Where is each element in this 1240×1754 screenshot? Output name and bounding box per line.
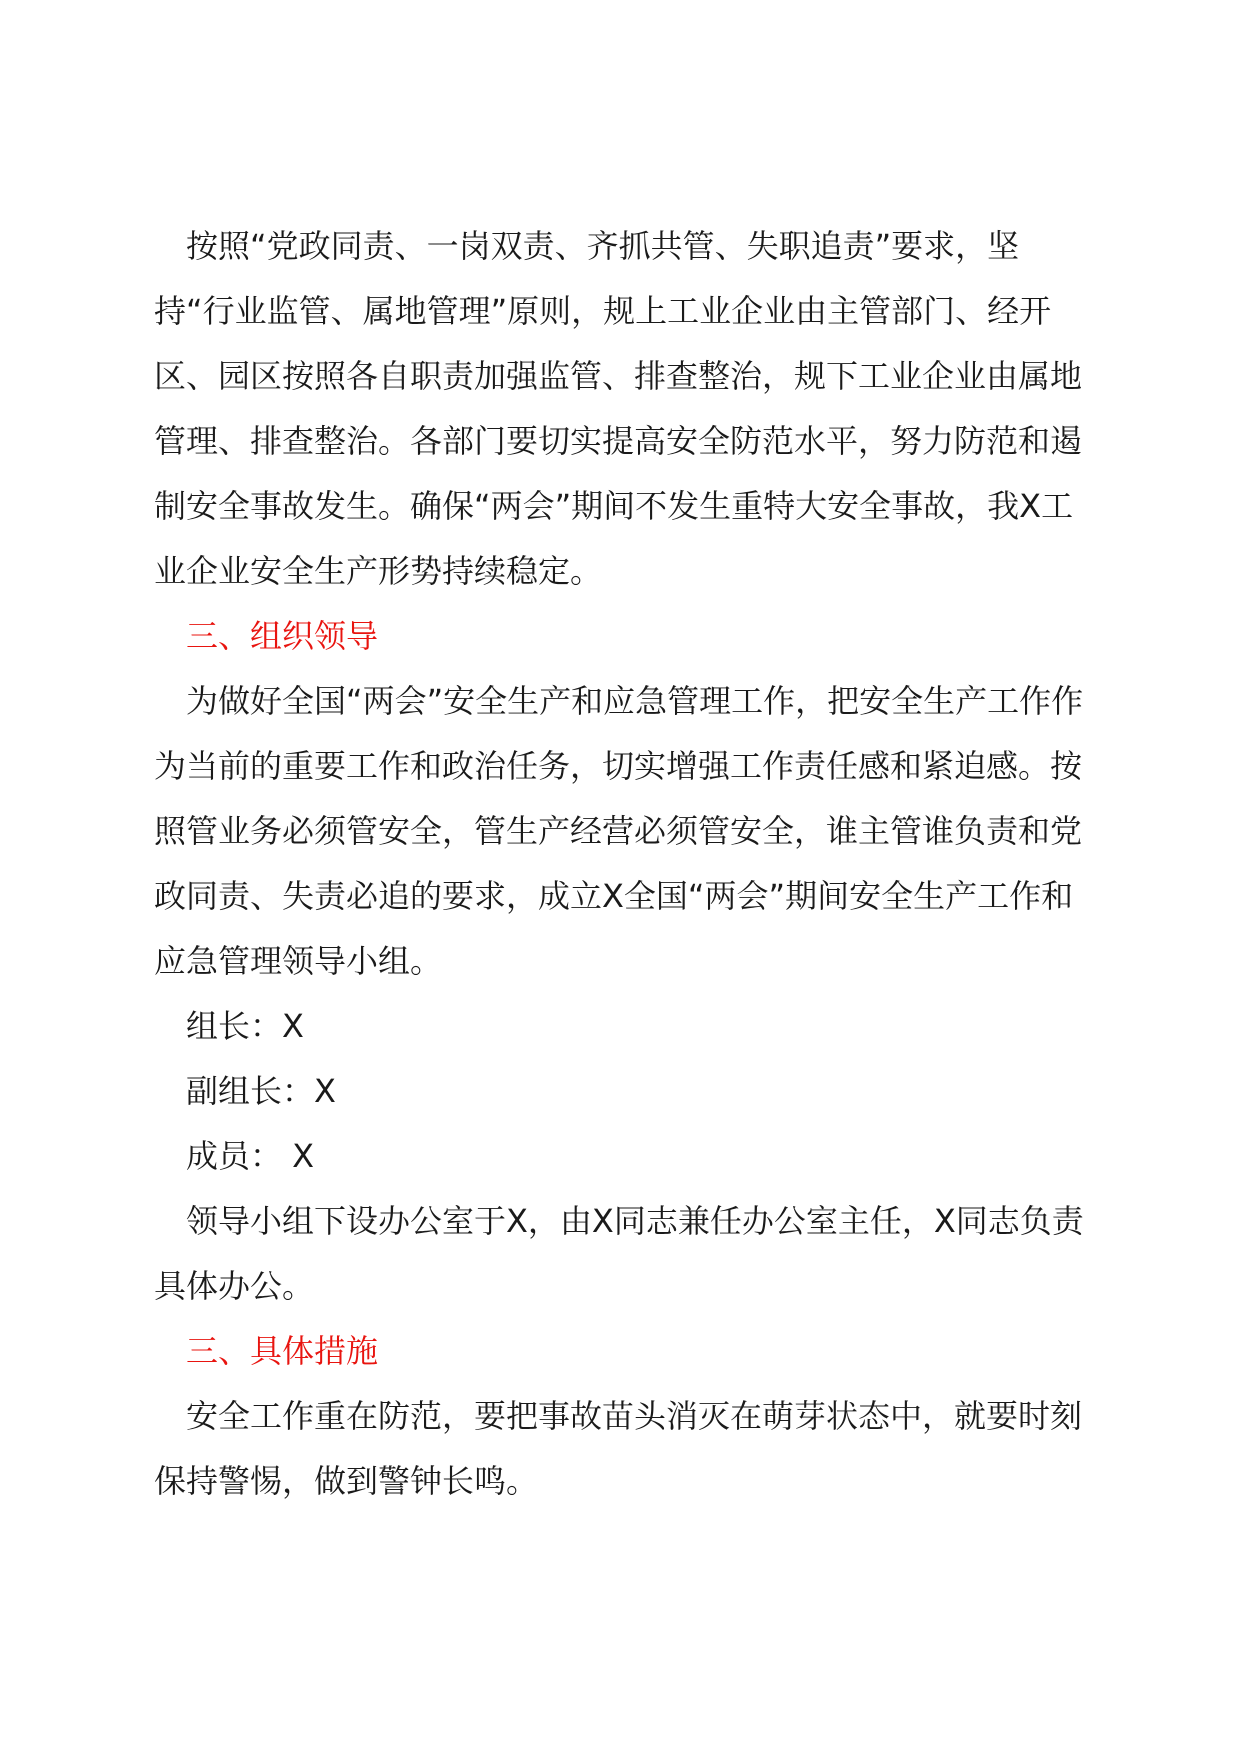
leader-line: 组长：X [186,1007,304,1045]
organization-paragraph: 为做好全国“两会”安全生产和应急管理工作，把安全生产工作作为当前的重要工作和政治任务，切实增强工作责任感和紧迫感。按照管业务必须管安全，管生产经营必须管安全，谁主管谁负责和党政同责、失责必追的要求，成立X全国“两会”期间安全生产工作和应急管理领导小组。 [154,682,1084,980]
members-line: 成员： X [186,1137,315,1175]
document-body [154,214,1089,1514]
deputy-leader-line: 副组长：X [186,1072,336,1110]
section-heading-organization: 三、组织领导 [186,617,379,655]
office-paragraph: 领导小组下设办公室于X，由X同志兼任办公室主任，X同志负责具体办公。 [154,1202,1084,1305]
responsibility-paragraph: 按照“党政同责、一岗双责、齐抓共管、失职追责”要求，坚持“行业监管、属地管理”原则，规上工业企业由主管部门、经开区、园区按照各自职责加强监管、排查整治，规下工业企业由属地管理、排查整治。各部门要切实提高安全防范水平，努力防范和遏制安全事故发生。确保“两会”期间不发生重特大安全事故，我X工业企业安全生产形势持续稳定。 [154,227,1083,590]
measures-paragraph: 安全工作重在防范，要把事故苗头消灭在萌芽状态中，就要时刻保持警惕，做到警钟长鸣。 [154,1397,1083,1500]
section-heading-measures: 三、具体措施 [186,1332,379,1370]
